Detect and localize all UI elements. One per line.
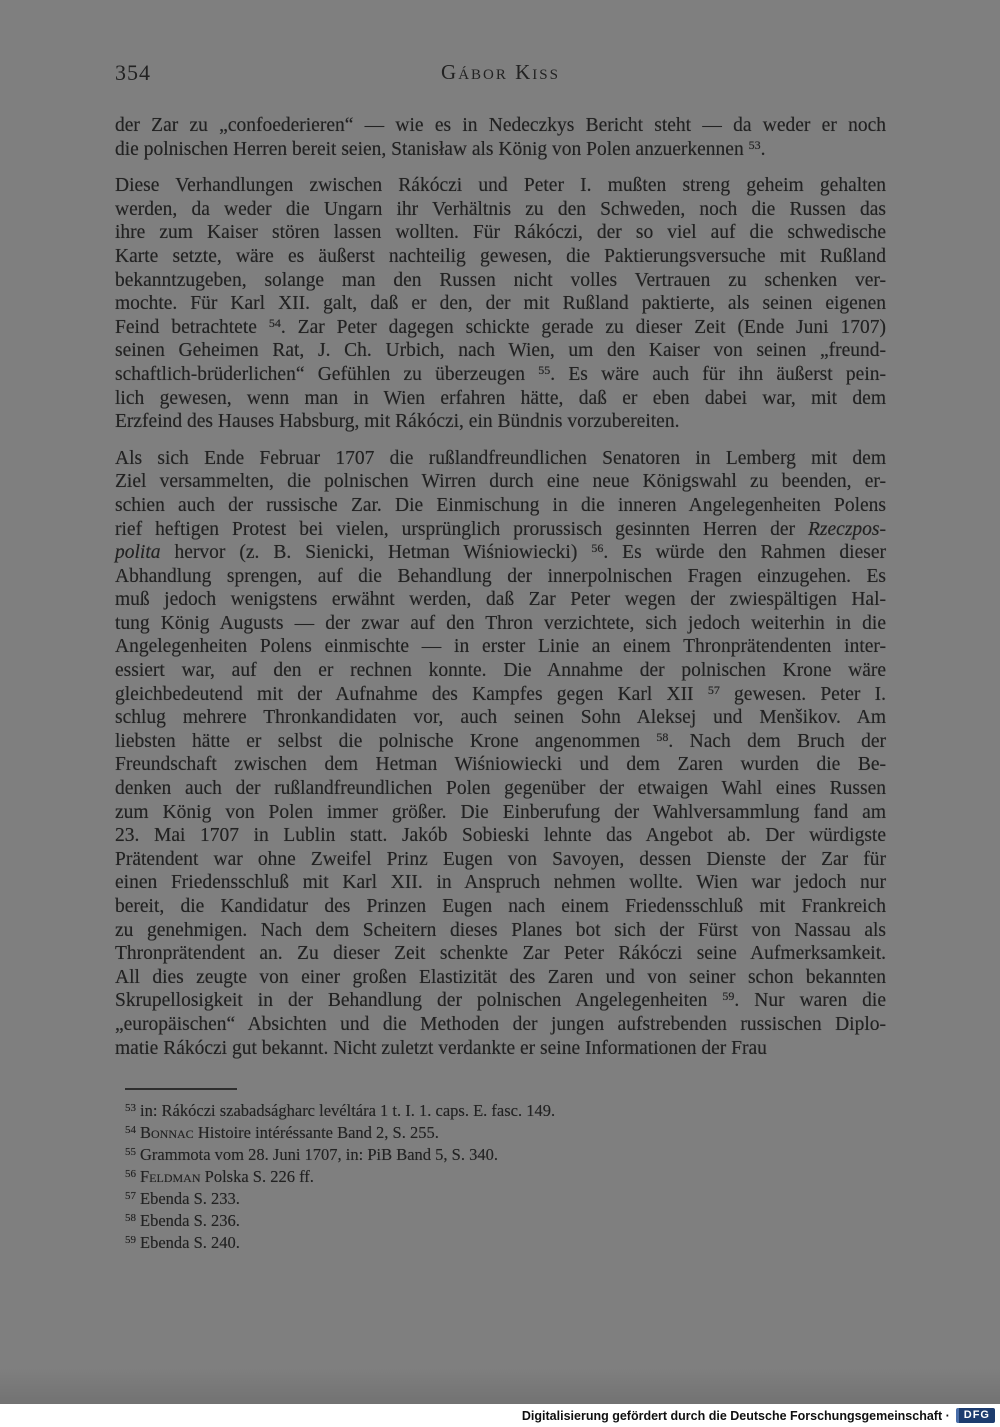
dfg-logo: DFG	[956, 1408, 995, 1423]
text-line: bereit, die Kandidatur des Prinzen Eugen nach einem Friedensschluß mit Frankreich	[115, 896, 886, 917]
paragraph	[115, 174, 886, 434]
footnote-item: $^{54}$ Bonnac Histoire intéréssante Band 2, S. 255.	[125, 1123, 439, 1142]
text-line: essiert war, auf den er rechnen konnte. Die Annahme der polnischen Krone wäre	[115, 660, 886, 682]
text-line: Abhandlung sprengen, auf die Behandlung der innerpolnischen Fragen einzugehen. Es	[115, 565, 886, 587]
footnote-number: 59	[125, 1234, 136, 1246]
text-line: schaftlich-brüderlichen“ Gefühlen zu überzeugen $^{55}$. Es wäre auch für ihn äußerst pein-	[115, 362, 886, 385]
text-line: rief heftigen Protest bei vielen, ursprünglich prorussisch gesinnten Herren der Rzeczpos-	[115, 518, 886, 540]
body-text	[115, 114, 886, 1060]
footer-bar	[0, 1404, 1000, 1427]
text-line: Feind betrachtete $^{54}$. Zar Peter dagegen schickte gerade zu dieser Zeit (Ende Juni 1707)	[115, 315, 886, 338]
text-line: matie Rákóczi gut bekannt. Nicht zuletzt verdankte er seine Informationen der Frau	[115, 1037, 767, 1059]
footnote-item: $^{53}$ in: Rákóczi szabadságharc levéltára 1 t. I. 1. caps. E. fasc. 149.	[125, 1101, 556, 1120]
text-line: zu genehmigen. Nach dem Scheitern dieses Planes bot sich der Fürst von Nassau als	[115, 919, 886, 941]
text-line: zum König von Polen immer größer. Die Einberufung der Wahlversammlung fand am	[115, 801, 886, 823]
footnotes	[125, 1100, 845, 1254]
footnote-item: $^{59}$ Ebenda S. 240.	[125, 1233, 240, 1252]
text-line: muß jedoch wenigstens erwähnt werden, daß Zar Peter wegen der zwiespältigen Hal-	[115, 589, 886, 611]
text-line: Skrupellosigkeit in der Behandlung der polnischen Angelegenheiten $^{59}$. Nur waren die	[115, 989, 887, 1012]
text-line: „europäischen“ Absichten und die Methoden der jungen aufstrebenden russischen Diplo-	[115, 1013, 886, 1035]
footnote-number: 54	[125, 1124, 136, 1136]
footnote-item: $^{55}$ Grammota vom 28. Juni 1707, in: PiB Band 5, S. 340.	[125, 1145, 498, 1164]
text-line: ihre zum Kaiser stören lassen wollten. Für Rákóczi, der so viel auf die schwedische	[115, 222, 886, 244]
text-line: polita hervor (z. B. Sienicki, Hetman Wiśniowiecki) $^{56}$. Es würde den Rahmen dieser	[115, 541, 886, 564]
text-line: Angelegenheiten Polens einmischte — in erster Linie an einem Thronprätendenten inter-	[115, 636, 886, 658]
footnote-number: 58	[125, 1212, 136, 1224]
running-head: Gábor Kiss	[441, 60, 560, 84]
footnote-item: $^{57}$ Ebenda S. 233.	[125, 1189, 240, 1208]
text-line: Freundschaft zwischen dem Hetman Wiśniowiecki und dem Zaren wurden die Be-	[115, 754, 886, 776]
text-line: Thronprätendent an. Zu dieser Zeit schenkte Zar Peter Rákóczi seine Aufmerksamkeit.	[115, 943, 886, 965]
text-line: schien auch der russische Zar. Die Einmischung in die inneren Angelegenheiten Polens	[115, 494, 886, 516]
text-line: denken auch der rußlandfreundlichen Polen gegenüber der etwaigen Wahl eines Russen	[115, 778, 886, 800]
text-line: gleichbedeutend mit der Aufnahme des Kampfes gegen Karl XII $^{57}$ gewesen. Peter I.	[115, 682, 887, 705]
footnote-item: $^{56}$ Feldman Polska S. 226 ff.	[125, 1167, 314, 1186]
text-line: All dies zeugte von einer großen Elastizität des Zaren und von seiner schon bekannten	[115, 966, 886, 988]
text-line: die polnischen Herren bereit seien, Stanisław als König von Polen anzuerkennen $^{53}$.	[115, 137, 766, 160]
text-line: der Zar zu „confoederieren“ — wie es in Nedeczkys Bericht steht — da weder er noch	[115, 115, 886, 136]
paragraph	[115, 114, 886, 161]
footnote-number: 56	[125, 1168, 136, 1180]
text-line: Diese Verhandlungen zwischen Rákóczi und Peter I. mußten streng geheim gehalten	[115, 175, 886, 197]
text-line: Erzfeind des Hauses Habsburg, mit Rákóczi, ein Bündnis vorzubereiten.	[115, 411, 680, 433]
footnote-number: 57	[125, 1190, 136, 1202]
funding-note: Digitalisierung gefördert durch die Deutsche Forschungsgemeinschaft ·	[521, 1408, 950, 1423]
text-line: Prätendent war ohne Zweifel Prinz Eugen von Savoyen, dessen Dienste der Zar für	[115, 848, 886, 870]
text-line: tung König Augusts — der zwar auf den Thron verzichtete, sich jedoch weiterhin in die	[115, 612, 886, 634]
paragraph	[115, 447, 886, 1060]
scan-edge-shadow	[0, 1368, 1000, 1404]
footnote-item: $^{58}$ Ebenda S. 236.	[125, 1211, 240, 1230]
page-header	[115, 60, 886, 90]
text-line: lich gewesen, wenn man in Wien erfahren hätte, daß er eben dabei war, mit dem	[115, 387, 886, 409]
text-line: einen Friedensschluß mit Karl XII. in Anspruch nehmen wollte. Wien war jedoch nur	[115, 872, 886, 894]
text-line: schlug mehrere Thronkandidaten vor, auch seinen Sohn Aleksej und Menšikov. Am	[115, 707, 886, 729]
footnote-number: 55	[125, 1146, 136, 1158]
text-line: bekanntzugeben, solange man den Russen nicht volles Vertrauen zu schenken ver-	[115, 269, 886, 291]
text-line: seinen Geheimen Rat, J. Ch. Urbich, nach Wien, um den Kaiser von seinen „freund-	[115, 340, 886, 362]
text-line: werden, da weder die Ungarn ihr Verhältnis zu den Schweden, noch die Russen das	[115, 198, 886, 220]
text-line: liebsten hätte er selbst die polnische Krone angenommen $^{58}$. Nach dem Bruch der	[115, 729, 886, 752]
text-line: Als sich Ende Februar 1707 die rußlandfreundlichen Senatoren in Lemberg mit dem	[115, 447, 886, 469]
footnote-rule	[125, 1088, 237, 1090]
text-line: Karte setzte, wäre es äußerst nachteilig gewesen, die Paktierungsversuche mit Rußland	[115, 245, 886, 267]
text-line: Ziel versammelten, die polnischen Wirren durch eine neue Königswahl zu beenden, er-	[115, 471, 886, 493]
footnote-number: 53	[125, 1102, 136, 1114]
text-line: mochte. Für Karl XII. galt, daß er den, der mit Rußland paktierte, als seinen eigenen	[115, 293, 886, 315]
page-number: 354	[115, 60, 151, 85]
text-line: 23. Mai 1707 in Lublin statt. Jakób Sobieski lehnte das Angebot ab. Der würdigste	[115, 825, 886, 847]
